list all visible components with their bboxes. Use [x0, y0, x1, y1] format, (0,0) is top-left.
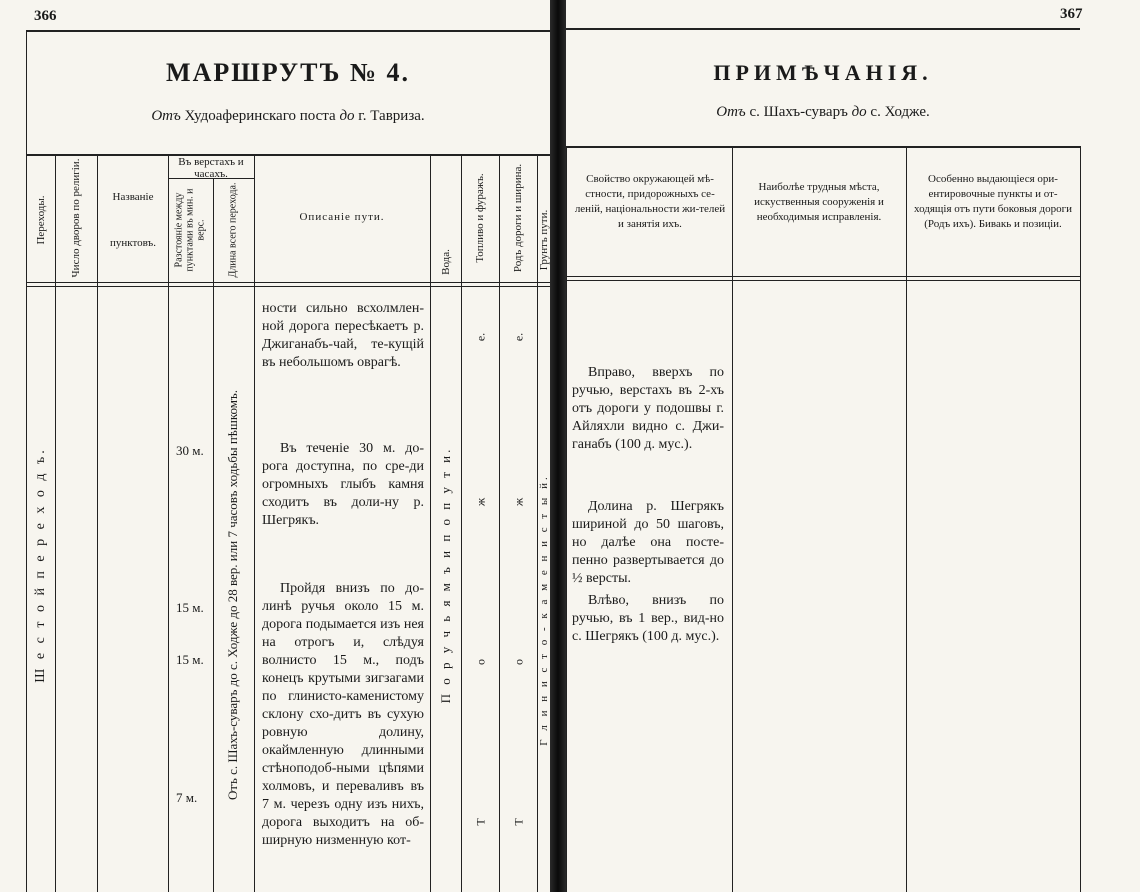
col-divider — [732, 146, 733, 892]
top-rule-right — [566, 28, 1080, 30]
header-perekhody: Переходы. — [35, 195, 47, 245]
subtitle-from: Отъ — [151, 108, 181, 124]
col-divider — [213, 178, 214, 892]
header-rod-dorogi: Родъ дороги и ширина. — [512, 163, 524, 273]
col-divider — [168, 154, 169, 892]
description-paragraph-1: ности сильно всхолмлен-ной дорога пересѣкаетъ р. Джиганабъ-чай, те-кущій въ небольшомъ оврагѣ. — [262, 301, 424, 370]
col-divider — [254, 154, 255, 892]
header-nazvanie-1: Названіе — [112, 191, 154, 203]
page-number-right: 367 — [1060, 6, 1083, 22]
note-2: Долина р. Шегрякъ шириной до 50 шаговъ, но далѣе она посте-пенно развертывается до ½ версты. — [572, 499, 724, 586]
table-left-border — [26, 30, 27, 892]
toplivo-mark: е. — [473, 332, 488, 342]
description-paragraph-2: Въ теченіе 30 м. до-рога доступна, по сре-ди огромныхъ глыбъ камня сходитъ въ доли-ну р. Шегрякъ. — [262, 441, 424, 528]
book-gutter — [550, 0, 566, 892]
rod-mark: ж — [511, 497, 526, 507]
dlina-vertical: Отъ с. Шахъ-суваръ до с. Ходже до 28 вер. или 7 часовъ ходьбы пѣшкомъ. — [225, 390, 240, 800]
notes-header-col3: Особенно выдающіеся ори-ентировочные пункты и от-ходящія отъ пути боковыя дороги (Родъ ихъ). Бивакь и позиціи. — [914, 173, 1072, 230]
col-divider — [566, 146, 567, 892]
subtitle-to-place: г. Тавриза. — [358, 108, 425, 124]
rod-mark: е. — [511, 332, 526, 342]
page-title-right: ПРИМѢЧАНІЯ. — [713, 60, 933, 85]
toplivo-mark: о — [473, 659, 488, 665]
header-dlina: Длина всего перехода. — [227, 182, 239, 278]
notes-header-rule — [566, 276, 1080, 277]
distance-2: 15 м. — [176, 600, 204, 615]
toplivo-mark: ж — [473, 497, 488, 507]
header-grunt: Грунтъ пути. — [538, 209, 550, 271]
description-paragraph-3: Пройдя внизъ по до-линѣ ручья около 15 м. дорога подымается изъ нея на отрогъ и, слѣдуя волнисто 15 м., подъ конецъ крутыми зигзагами по глинисто-каменистому склону схо-дитъ въ сухую ровную долину, окаймленную длинными стѣноподоб-ными цѣпями холмовъ, и переваливъ въ 7 м. черезъ одну изъ нихъ, дорога выходитъ на об-ширную низменную кот- — [262, 581, 424, 848]
notes-header-col1: Свойство окружающей мѣ-стности, придорожныхъ се-леній, національности жи-телей и занятія ихъ. — [574, 173, 726, 230]
note-1: Вправо, вверхъ по ручью, верстахъ въ 2-хъ отъ дороги у подошвы г. Айляхли видно с. Джи-ганабъ (100 д. мус.). — [572, 365, 724, 452]
subtitle-from-place: с. Шахъ-суваръ — [749, 104, 848, 120]
col-divider — [97, 154, 98, 892]
subtitle-to: до — [339, 108, 355, 124]
perekhod-vertical: Ш е с т о й п е р е х о д ъ. — [33, 447, 48, 683]
note-3: Влѣво, внизъ по ручью, въ 1 вер., вид-но с. Шегрякъ (100 д. мус.). — [572, 593, 724, 644]
rod-mark: о — [511, 659, 526, 665]
table-header-rule — [26, 282, 550, 283]
col-divider — [461, 154, 462, 892]
top-rule — [26, 30, 550, 32]
header-toplivo: Топливо и фуражъ. — [474, 173, 486, 263]
col-divider — [430, 154, 431, 892]
toplivo-mark: Т — [473, 818, 488, 826]
notes-header-col2: Наиболѣе трудныя мѣста, искуственныя сооруженія и необходимыя исправленія. — [754, 181, 884, 223]
header-rasstoyanie: Разстояніе между пунктами въ мин. и верс. — [173, 188, 207, 272]
col-divider — [1080, 146, 1081, 892]
page-number-left: 366 — [34, 8, 57, 24]
right-page — [566, 0, 1140, 892]
grunt-vertical: Г л и н и с т о - к а м е н и с т ы й. — [538, 474, 550, 746]
left-page — [0, 0, 550, 892]
col-divider — [906, 146, 907, 892]
page-title-left: МАРШРУТЪ № 4. — [166, 58, 410, 87]
table-top-rule — [26, 154, 550, 156]
header-voda: Вода. — [440, 249, 452, 275]
header-chislo-dvorov: Число дворов по религіи. — [70, 158, 82, 278]
col-divider — [55, 154, 56, 892]
header-v-verstakh: Въ верстахъ и часахъ. — [178, 156, 244, 180]
route-subtitle — [26, 108, 550, 125]
subtitle-from: Отъ — [716, 104, 746, 120]
notes-table-top-rule — [566, 146, 1080, 148]
distance-1: 30 м. — [176, 443, 204, 458]
subtitle-from-place: Худоаферинскаго поста — [184, 108, 336, 124]
voda-vertical: П о р у ч ь я м ъ и п о п у т и. — [438, 446, 453, 704]
table-header-rule-2 — [26, 286, 550, 287]
notes-subtitle — [566, 104, 1080, 121]
col-divider — [499, 154, 500, 892]
subtitle-to-place: с. Ходже. — [870, 104, 930, 120]
notes-header-rule-2 — [566, 280, 1080, 281]
subtitle-to: до — [851, 104, 867, 120]
header-opisanie: Описаніе пути. — [299, 211, 385, 223]
distance-3: 15 м. — [176, 652, 204, 667]
rod-mark: Т — [511, 818, 526, 826]
distance-4: 7 м. — [176, 790, 198, 805]
header-nazvanie-2: пунктовъ. — [110, 237, 156, 249]
